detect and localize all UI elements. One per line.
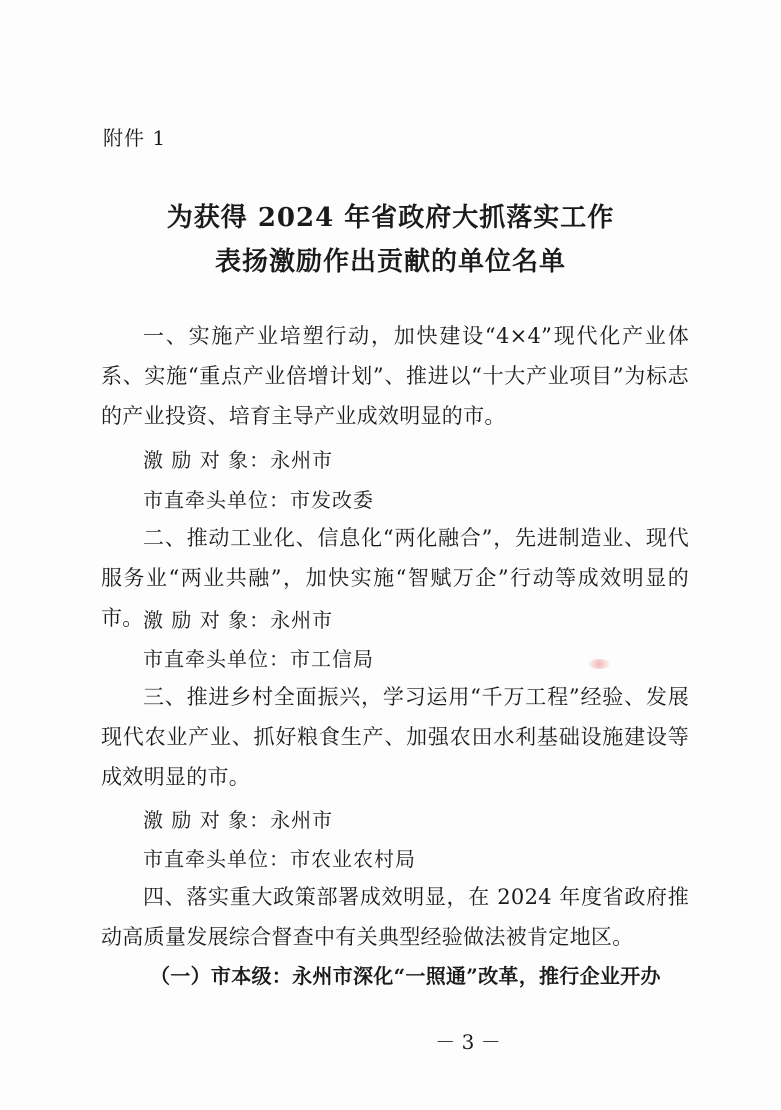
sub-item-1: （一）市本级：永州市深化“一照通”改革，推行企业开办 (150, 964, 661, 988)
item-2-target: 激 励 对 象：永州市 (143, 608, 334, 632)
item-2-lead-unit: 市直牵头单位：市工信局 (143, 647, 374, 671)
item-3-lead-unit: 市直牵头单位：市农业农村局 (143, 847, 416, 871)
item-3-target: 激 励 对 象：永州市 (143, 808, 334, 832)
title-line-1: 为获得 2024 年省政府大抓落实工作 (166, 203, 615, 233)
item-3-paragraph: 三、推进乡村全面振兴，学习运用“千万工程”经验、发展现代农业产业、抓好粮食生产、加强农田水利基础设施建设等成效明显的市。 (101, 685, 689, 789)
item-1-target: 激 励 对 象：永州市 (143, 448, 334, 472)
stamp-mark (588, 659, 610, 669)
item-4-paragraph: 四、落实重大政策部署成效明显，在 2024 年度省政府推动高质量发展综合督查中有关典型经验做法被肯定地区。 (101, 885, 689, 949)
item-2-paragraph: 二、推动工业化、信息化“两化融合”，先进制造业、现代服务业“两业共融”，加快实施“智赋万企”行动等成效明显的市。 (101, 526, 689, 630)
page-number: － 3 － (435, 1030, 501, 1054)
item-1-lead-unit: 市直牵头单位：市发改委 (143, 488, 374, 512)
title-line-2: 表扬激励作出贡献的单位名单 (214, 247, 566, 277)
attachment-label: 附件 1 (103, 126, 167, 150)
item-1-paragraph: 一、实施产业培塑行动，加快建设“4×4”现代化产业体系、实施“重点产业倍增计划”、推进以“十大产业项目”为标志的产业投资、培育主导产业成效明显的市。 (101, 324, 689, 428)
